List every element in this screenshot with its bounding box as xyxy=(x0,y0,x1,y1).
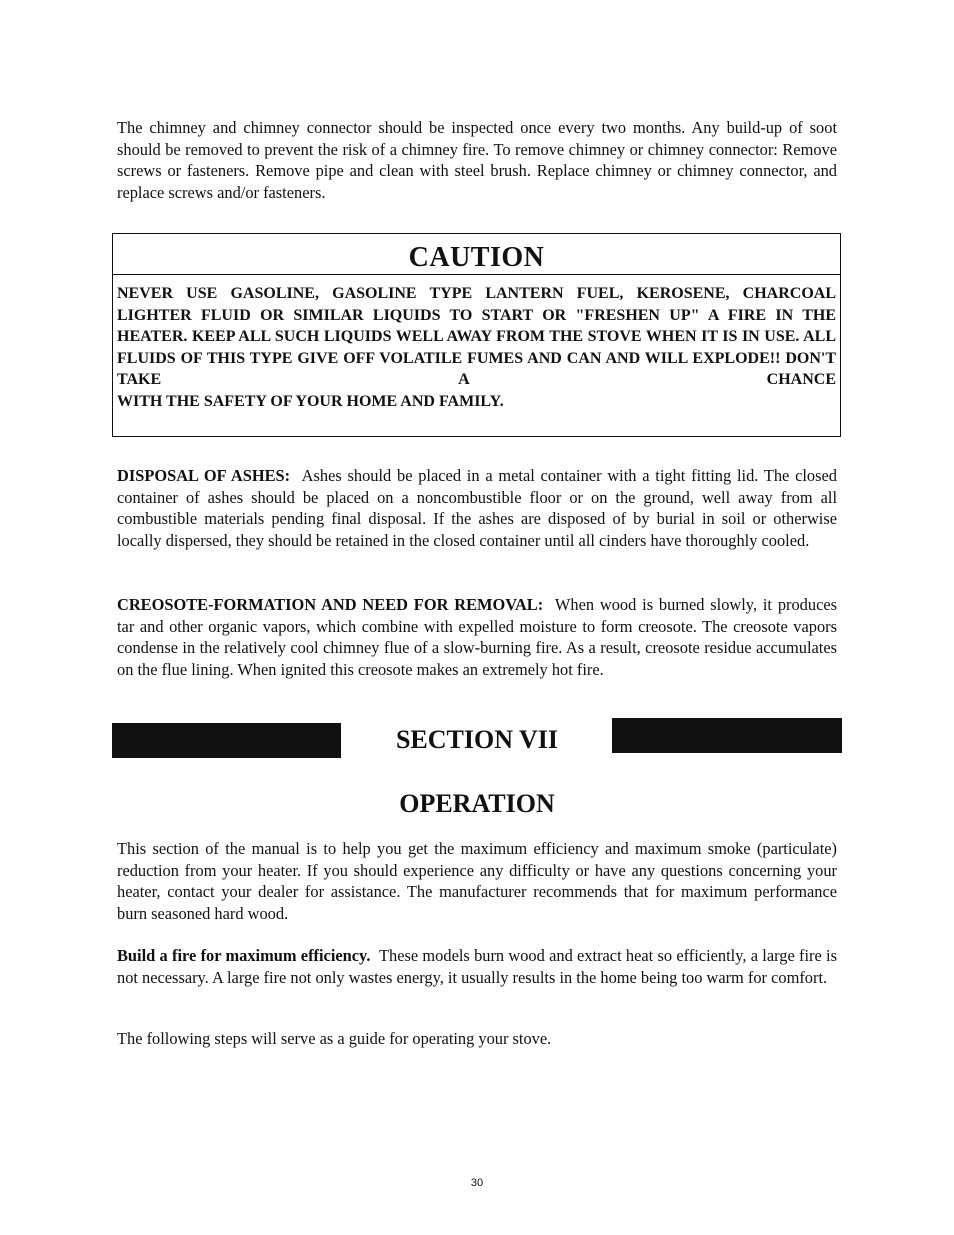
creosote-heading: CREOSOTE-FORMATION AND NEED FOR REMOVAL: xyxy=(117,595,544,614)
section-title-heading: OPERATION xyxy=(399,789,555,818)
caution-text xyxy=(113,275,840,413)
build-fire-heading: Build a fire for maximum efficiency. xyxy=(117,946,371,965)
page-number: 30 xyxy=(470,1177,484,1189)
build-fire-text: These models burn wood and extract heat so efficiently, a large fire is not necessary. A large fire not only wastes energy, it usually results in the home being too warm for comfort. xyxy=(117,946,837,987)
creosote-text: When wood is burned slowly, it produces tar and other organic vapors, which combine with expelled moisture to form creosote. The creosote vapors condense in the relatively cool chimney flue of a slow-burning fire. As a result, creosote residue accumulates on the flue lining. When ignited this creosote makes an extremely hot fire. xyxy=(117,595,838,679)
steps-guide-paragraph: The following steps will serve as a guide for operating your stove. xyxy=(117,1029,552,1048)
caution-text-main: NEVER USE GASOLINE, GASOLINE TYPE LANTERN FUEL, KEROSENE, CHARCOAL LIGHTER FLUID OR SIMILAR LIQUIDS TO START OR "FRESHEN UP" A FIRE IN THE HEATER. KEEP ALL SUCH LIQUIDS WELL AWAY FROM THE STOVE WHEN IT IS IN USE. ALL FLUIDS OF THIS TYPE GIVE OFF VOLATILE FUMES AND CAN AND WILL EXPLODE!! DON'T TAKE A CHANCE xyxy=(117,285,836,389)
disposal-of-ashes-paragraph xyxy=(117,465,837,551)
build-fire-paragraph xyxy=(117,945,837,988)
chimney-inspection-paragraph: The chimney and chimney connector should be inspected once every two months. Any build-up of soot should be removed to prevent the risk of a chimney fire. To remove chimney or chimney connector: Remove screws or fasteners. Remove pipe and clean with steel brush. Replace chimney or chimney connector, and replace screws and/or fasteners. xyxy=(117,118,837,202)
operation-intro-paragraph: This section of the manual is to help you get the maximum efficiency and maximum smoke (particulate) reduction from your heater. If you should experience any difficulty or have any questions concerning your heater, contact your dealer for assistance. The manufacturer recommends that for maximum performance burn seasoned hard wood. xyxy=(117,839,837,923)
caution-title: CAUTION xyxy=(113,234,840,275)
creosote-paragraph xyxy=(117,594,837,680)
disposal-of-ashes-text: Ashes should be placed in a metal container with a tight fitting lid. The closed container of ashes should be placed on a noncombustible floor or on the ground, well away from all combustible materials pending final disposal. If the ashes are disposed of by burial in soil or otherwise locally dispersed, they should be retained in the closed container until all cinders have thoroughly cooled. xyxy=(117,466,837,550)
caution-box xyxy=(112,233,841,437)
disposal-of-ashes-heading: DISPOSAL OF ASHES: xyxy=(117,466,291,485)
section-number-heading: SECTION VII xyxy=(395,725,559,754)
caution-text-last-line: WITH THE SAFETY OF YOUR HOME AND FAMILY. xyxy=(117,392,504,410)
